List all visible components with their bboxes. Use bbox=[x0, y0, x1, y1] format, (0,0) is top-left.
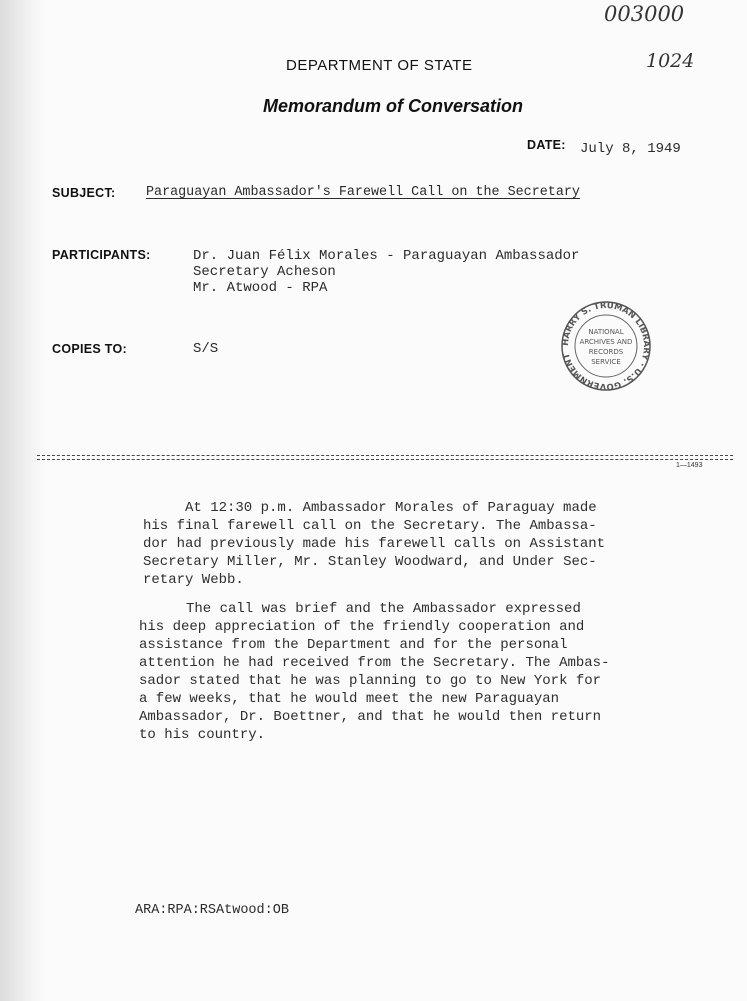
paragraph-1-line: his final farewell call on the Secretary. The Ambassa- bbox=[143, 518, 597, 534]
page-edge-shadow bbox=[0, 0, 46, 1001]
stamp-inner-line: NATIONAL bbox=[588, 328, 624, 336]
copies-to-value: S/S bbox=[193, 341, 219, 357]
department-heading: DEPARTMENT OF STATE bbox=[286, 57, 473, 74]
paragraph-2-line: sador stated that he was planning to go to New York for bbox=[139, 673, 602, 689]
paragraph-1-line: Secretary Miller, Mr. Stanley Woodward, and Under Sec- bbox=[143, 554, 597, 570]
reference-initials: ARA:RPA:RSAtwood:OB bbox=[135, 903, 289, 918]
paragraph-2-line: a few weeks, that he would meet the new Paraguayan bbox=[139, 691, 560, 707]
stamp-inner-line: RECORDS bbox=[588, 348, 624, 356]
participant-line: Secretary Acheson bbox=[193, 264, 336, 280]
stamp-inner-line: SERVICE bbox=[591, 358, 621, 366]
paragraph-1-line: retary Webb. bbox=[143, 572, 244, 588]
date-value: July 8, 1949 bbox=[580, 141, 681, 157]
form-number: 1—1493 bbox=[676, 462, 703, 469]
paragraph-1-line: dor had previously made his farewell calls on Assistant bbox=[143, 536, 606, 552]
page-number: 1024 bbox=[646, 50, 695, 72]
stamp-inner-line: ARCHIVES AND bbox=[579, 338, 633, 346]
paragraph-1-line: At 12:30 p.m. Ambassador Morales of Paraguay made bbox=[185, 500, 597, 516]
date-label: DATE: bbox=[527, 138, 566, 152]
subject-label: SUBJECT: bbox=[52, 186, 116, 200]
participant-line: Dr. Juan Félix Morales - Paraguayan Ambassador bbox=[193, 248, 580, 264]
archives-stamp bbox=[560, 300, 652, 392]
paragraph-2-line: attention he had received from the Secretary. The Ambas- bbox=[139, 655, 610, 671]
paragraph-2-line: assistance from the Department and for the personal bbox=[139, 637, 568, 653]
separator-rule bbox=[37, 459, 733, 460]
subject-value: Paraguayan Ambassador's Farewell Call on the Secretary bbox=[146, 185, 580, 200]
copies-to-label: COPIES TO: bbox=[52, 342, 128, 356]
separator-rule bbox=[37, 455, 733, 456]
participants-label: PARTICIPANTS: bbox=[52, 248, 151, 262]
document-number: 003000 bbox=[604, 2, 685, 26]
paragraph-2-line: his deep appreciation of the friendly cooperation and bbox=[139, 619, 585, 635]
memo-title: Memorandum of Conversation bbox=[263, 96, 524, 116]
participant-line: Mr. Atwood - RPA bbox=[193, 280, 328, 296]
paragraph-2-line: The call was brief and the Ambassador expressed bbox=[186, 601, 581, 617]
paragraph-2-line: Ambassador, Dr. Boettner, and that he would then return bbox=[139, 709, 602, 725]
stamp-outer-text: HARRY S. TRUMAN LIBRARY · U.S. GOVERNMENT bbox=[560, 300, 652, 392]
paragraph-2-line: to his country. bbox=[139, 727, 266, 743]
